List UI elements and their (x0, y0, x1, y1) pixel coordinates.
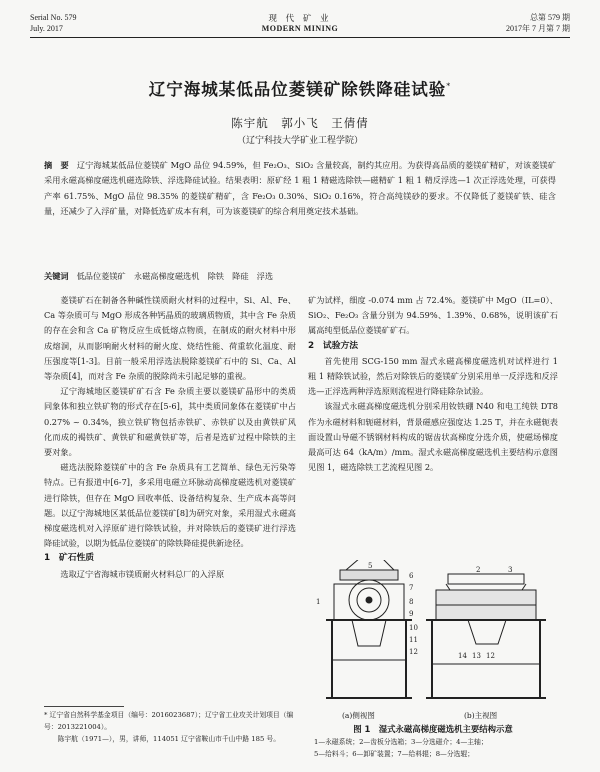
right-column (308, 293, 558, 475)
figure-legend (314, 736, 558, 760)
machine-diagram (308, 560, 558, 710)
subfigure-a-label: (a)侧视图 (342, 711, 375, 720)
footnote-author: 陈宇航（1971—），男，讲师，114051 辽宁省鞍山市千山中路 185 号。 (57, 735, 281, 743)
subfigure-b-label: (b)主视图 (464, 711, 498, 720)
header-date-en: July. 2017 (30, 24, 63, 33)
label-b-4: 12 (486, 652, 495, 660)
figure-caption: 图 1 湿式永磁高梯度磁选机主要结构示意 (353, 724, 513, 734)
abstract-label: 摘 要 (44, 160, 69, 170)
footnote-funding: * 辽宁省自然科学基金项目（编号：2016023687）；辽宁省工业攻关计划项目（编号：2013221004）。 (44, 711, 294, 731)
abstract-text: 辽宁海城某低品位菱镁矿 MgO 品位 94.59%，但 Fe₂O₃、SiO₂ 含量较高，制约其应用。为获得高品质的菱镁矿精矿，对该菱镁矿采用永磁高梯度磁选机磁选除铁、浮选降硅试验。结果表明：原矿经 1 粗 1 精磁选除铁—磁精矿 1 粗 1 精反浮选—1 次正浮选处理，可获得产率 61.75%、MgO 品位 98.35% 的菱镁矿精矿，含 Fe₂O₃ 0.30%、SiO₂ 0.16%，符合高纯镁砂的要求。不仅降低了菱镁矿铁、硅含量，还减少了入浮矿量，对降低选矿成本有利，可为该菱镁矿的综合利用奠定技术基础。 (44, 160, 556, 216)
section-heading-1: 1 矿石性质 (44, 553, 95, 564)
label-a-0: 5 (368, 562, 373, 570)
left-paragraph-3: 磁选法脱除菱镁矿中的含 Fe 杂质具有工艺简单、绿色无污染等特点。已有报道中[6-7]，多采用电磁立环脉动高梯度磁选机对菱镁矿进行除铁，但存在 MgO 回收率低、设备结构复杂、生产成本高等问题。以辽宁海城地区某低品位菱镁矿[8]为研究对象，采用湿式永磁高梯度磁选机对入浮原矿进行除铁试验，并对除铁后的菱镁矿进行浮选降硅试验，以期为低品位菱镁矿的除铁降硅提供新途径。 (44, 462, 296, 549)
header-journal-cn: 现 代 矿 业 (268, 14, 332, 24)
label-a-6: 11 (409, 636, 418, 644)
header-rule (30, 37, 570, 38)
label-a-1: 6 (409, 572, 414, 580)
header-serial: Serial No. 579 (30, 13, 77, 22)
page-title: 辽宁海城某低品位菱镁矿除铁降硅试验* (148, 80, 452, 99)
authors: 陈宇航 郭小飞 王倩倩 (231, 116, 369, 130)
left-paragraph-2: 辽宁海城地区菱镁矿矿石含 Fe 杂质主要以菱镁矿晶形中的类质同象体和独立铁矿物的形式存在[5-6]，其中类质同象体在菱镁矿中占 0.27% ~ 0.34%，独立铁矿物包括赤铁矿、赤铁矿以及由黄铁矿风化而成的褐铁矿、黄铁矿和磁黄铁矿等，后者是选矿过程中除铁的主要对象。 (44, 386, 296, 458)
label-a-8: 1 (316, 598, 321, 606)
right-paragraph-1: 矿为试样，细度 -0.074 mm 占 72.4%。菱镁矿中 MgO（IL=0）、SiO₂、Fe₂O₃ 含量分别为 94.59%、1.39%、0.68%，说明该矿石属高纯型低品位菱镁矿矿石。 (308, 295, 558, 336)
right-paragraph-3: 该湿式永磁高梯度磁选机分别采用钕铁硼 N40 和电工纯铁 DT8 作为永磁材料和轭磁材料，背景磁感应强度达 1.25 T，并在永磁轭表面设置山导磁不锈钢材料构成的锯齿状高梯度分选介质，使磁场梯度最高可达 64（kA/m）/mm。湿式永磁高梯度磁选机主要结构示意图见图 1，磁选除铁工艺流程见图 2。 (308, 401, 558, 473)
left-paragraph-1: 菱镁矿石在制备各种碱性镁质耐火材料的过程中，Si、Al、Fe、Ca 等杂质可与 MgO 形成各种钙晶质的玻璃质物质，其中含 Fe 杂质的存在会和含 Ca 矿物反应生成低熔点物质，在制成的耐火材料中形成熔洞，从而影响耐火材料的耐火度、烧结性能、荷重软化温度、耐压强度等[1-3]。目前一般采用浮选法脱除菱镁矿石中的 Si、Ca、Al 等杂质[4]，而对含 Fe 杂质的脱除尚未引起足够的重视。 (44, 295, 296, 382)
right-paragraph-2: 首先使用 SCG-150 mm 湿式永磁高梯度磁选机对试样进行 1 粗 1 精除铁试验，然后对除铁后的菱镁矿分别采用单一反浮选和反浮选—正浮选两种浮选原则流程进行降硅除杂试验。 (308, 355, 558, 397)
abstract (44, 158, 556, 219)
label-a-5: 10 (409, 624, 418, 632)
keywords-label: 关键词 (44, 271, 69, 281)
label-a-4: 9 (409, 610, 414, 618)
label-a-3: 8 (409, 598, 414, 606)
label-a-7: 12 (409, 648, 418, 656)
header-issue-cn: 总第 579 期 (530, 13, 570, 22)
section-heading-2: 2 试验方法 (308, 340, 359, 351)
left-column (44, 293, 296, 582)
footnote-rule (44, 706, 124, 707)
figure-1 (308, 560, 558, 765)
header-date-cn: 2017年 7 月第 7 期 (506, 24, 570, 33)
legend-line: 1—永磁系统；2—齿板分选箱；3—分选磁介；4—主轴； (314, 738, 488, 746)
left-paragraph-4: 选取辽宁省海城市镁质耐火材料总厂的入浮原 (60, 568, 225, 579)
legend-line: 5—给料斗；6—卸矿装置；7—给料辊；8—分选辊； (314, 750, 475, 758)
label-b-3: 13 (472, 652, 481, 660)
label-a-2: 7 (409, 584, 414, 592)
keywords (44, 270, 556, 282)
header-journal-en: MODERN MINING (261, 24, 339, 33)
label-b-2: 14 (458, 652, 467, 660)
footnote (44, 709, 296, 745)
label-b-1: 3 (508, 566, 513, 574)
label-b-0: 2 (476, 566, 481, 574)
keywords-text: 低品位菱镁矿 永磁高梯度磁选机 除铁 降硅 浮选 (76, 271, 274, 281)
affiliation: （辽宁科技大学矿业工程学院） (236, 136, 363, 146)
